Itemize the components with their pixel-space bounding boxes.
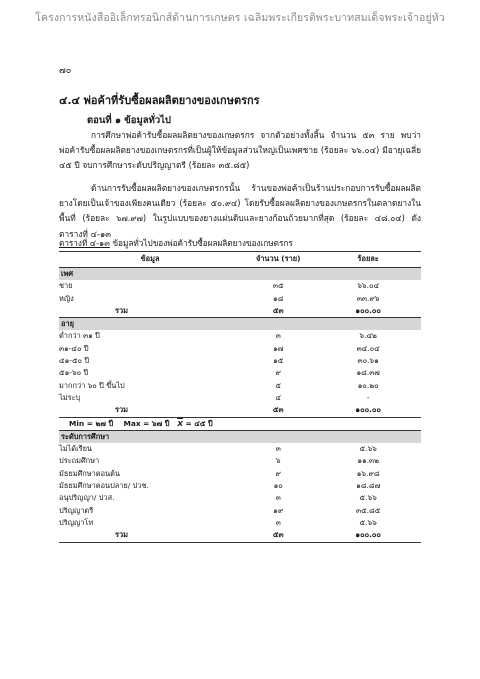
header-percent: ร้อยละ — [315, 252, 421, 268]
table-row — [59, 330, 421, 342]
section-title: ๔.๔ พ่อค้าที่รับซื้อผลผลิตยางของเกษตรกร — [59, 94, 260, 107]
row-percent: ๓๕.๘๕ — [356, 505, 381, 515]
row-percent: ๑๐.๒๐ — [357, 380, 379, 390]
table-row — [59, 492, 421, 504]
row-label: ๔๑-๕๐ ปี — [59, 356, 90, 366]
group-label: เพศ — [59, 268, 421, 281]
row-label: ปริญญาตรี — [59, 505, 94, 515]
row-percent: - — [366, 392, 370, 402]
total-row — [59, 404, 421, 417]
row-percent: ๑๘.๘๗ — [356, 481, 381, 491]
table-header-row — [59, 252, 421, 268]
mean-symbol: $\overline{X}$ — [177, 418, 183, 428]
table-row — [59, 468, 421, 480]
row-label: ๓๑-๔๐ ปี — [59, 343, 89, 353]
header-count: จำนวน (ราย) — [241, 252, 315, 268]
table-row — [59, 343, 421, 355]
row-count: ๖ — [275, 456, 281, 466]
age-max: Max = ๖๗ ปี — [123, 418, 170, 428]
row-label: อนุปริญญา/ ปวส. — [59, 493, 115, 503]
row-label: หญิง — [59, 293, 74, 303]
total-count: ๕๓ — [241, 529, 315, 542]
group-row-sex — [59, 268, 421, 281]
row-count: ๓ — [275, 517, 281, 527]
row-count: ๑๙ — [273, 505, 284, 515]
row-percent: ๕.๖๖ — [359, 517, 377, 527]
total-count: ๕๓ — [241, 404, 315, 417]
row-label: ไม่ได้เรียน — [59, 444, 92, 454]
table-row — [59, 380, 421, 392]
row-percent: ๕.๖๖ — [359, 444, 377, 454]
row-percent: ๖๖.๐๔ — [357, 281, 380, 291]
total-label: รวม — [59, 529, 241, 542]
group-label: อายุ — [59, 318, 421, 331]
row-label: ปริญญาโท — [59, 517, 94, 527]
row-count: ๑๐ — [273, 481, 283, 491]
row-label: ต่ำกว่า ๓๑ ปี — [59, 331, 100, 341]
page-number: ๗๐ — [59, 66, 72, 76]
table-row — [59, 443, 421, 455]
age-min: Min = ๒๗ ปี — [69, 418, 114, 428]
table-caption-label: ตารางที่ ๔-๑๓ — [59, 238, 110, 248]
table-row — [59, 480, 421, 492]
row-count: ๔ — [275, 392, 282, 402]
total-row — [59, 529, 421, 542]
header-info: ข้อมูล — [59, 252, 241, 268]
total-percent: ๑๐๐.๐๐ — [315, 529, 421, 542]
row-count: ๓ — [275, 493, 281, 503]
total-percent: ๑๐๐.๐๐ — [315, 404, 421, 417]
table-row — [59, 355, 421, 367]
paragraph-text: ด้านการรับซื้อผลผลิตยางของเกษตรกรนั้น ร้านของพ่อค้าเป็นร้านประกอบการรับซื้อผลผลิตยางโดยเป็นเจ้าของเพียงคนเดียว (ร้อยละ ๕๐.๙๔) โดยรับซื้อผลผลิตยางของเกษตรกรในตลาดยางในพื้นที่ (ร้อยละ ๖๗.๙๗) ในรูปแบบของยางแผ่นดิบและยางก้อนถ้วยมากที่สุด (ร้อยละ ๔๘.๐๔) ดังตารางที่ ๔-๑๓ — [59, 183, 421, 239]
group-row-education — [59, 430, 421, 443]
paragraph-text: การศึกษาพ่อค้ารับซื้อผลผลิตยางของเกษตรกร จากตัวอย่างทั้งสิ้น จำนวน ๕๓ ราย พบว่า พ่อค้ารับซื้อผลผลิตยางของเกษตรกรที่เป็นผู้ให้ข้อมูลส่วนใหญ่เป็นเพศชาย (ร้อยละ ๖๖.๐๔) มีอายุเฉลี่ย ๔๕ ปี จบการศึกษาระดับปริญญาตรี (ร้อยละ ๓๕.๘๕) — [59, 130, 421, 171]
table-row — [59, 392, 421, 404]
row-count: ๙ — [275, 468, 281, 478]
merchant-info-table — [59, 251, 421, 543]
table-row — [59, 280, 421, 292]
row-label: ชาย — [59, 281, 73, 291]
row-percent: ๓๐.๖๑ — [357, 356, 379, 366]
table-row — [59, 367, 421, 379]
table-row — [59, 455, 421, 467]
row-count: ๙ — [275, 368, 281, 378]
table-row — [59, 293, 421, 305]
row-label: ไม่ระบุ — [59, 392, 81, 402]
row-label: ประถมศึกษา — [59, 456, 100, 466]
age-statistics-row — [59, 417, 421, 430]
total-count: ๕๓ — [241, 305, 315, 318]
group-label: ระดับการศึกษา — [59, 430, 421, 443]
age-mean: = ๔๕ ปี — [182, 418, 213, 428]
row-label: มัธยมศึกษาตอนต้น — [59, 468, 120, 478]
table-caption — [59, 237, 293, 250]
row-count: ๑๕ — [273, 356, 284, 366]
row-percent: ๓๓.๙๖ — [356, 293, 380, 303]
row-percent: ๑๘.๓๗ — [356, 368, 380, 378]
total-percent: ๑๐๐.๐๐ — [315, 305, 421, 318]
row-count: ๓ — [275, 444, 281, 454]
row-percent: ๑๖.๙๘ — [356, 468, 380, 478]
total-label: รวม — [59, 404, 241, 417]
row-count: ๑๘ — [273, 293, 284, 303]
table-row — [59, 517, 421, 529]
table-caption-text: ข้อมูลทั่วไปของพ่อค้ารับซื้อผลผลิตยางของเกษตรกร — [109, 238, 293, 248]
row-percent: ๕.๖๖ — [359, 493, 377, 503]
row-percent: ๖.๔๒ — [359, 331, 377, 341]
paragraph-general-info — [59, 128, 421, 174]
row-count: ๕ — [275, 380, 282, 390]
table-row — [59, 505, 421, 517]
paragraph-purchasing — [59, 181, 421, 242]
running-header: โครงการหนังสืออิเล็กทรอนิกส์ด้านการเกษตร เฉลิมพระเกียรติพระบาทสมเด็จพระเจ้าอยู่หัว — [35, 12, 445, 24]
row-count: ๓๕ — [272, 281, 284, 291]
total-label: รวม — [59, 305, 241, 318]
row-label: ๕๑-๖๐ ปี — [59, 368, 89, 378]
row-count: ๑๗ — [273, 343, 284, 353]
total-row — [59, 305, 421, 318]
subsection-title: ตอนที่ ๑ ข้อมูลทั่วไป — [87, 115, 171, 126]
row-percent: ๓๔.๐๔ — [356, 343, 380, 353]
row-label: มากกว่า ๖๐ ปี ขึ้นไป — [59, 380, 125, 390]
row-label: มัธยมศึกษาตอนปลาย/ ปวช. — [59, 481, 149, 491]
age-statistics — [59, 417, 421, 430]
row-count: ๓ — [275, 331, 281, 341]
row-percent: ๑๑.๓๒ — [357, 456, 379, 466]
group-row-age — [59, 318, 421, 331]
